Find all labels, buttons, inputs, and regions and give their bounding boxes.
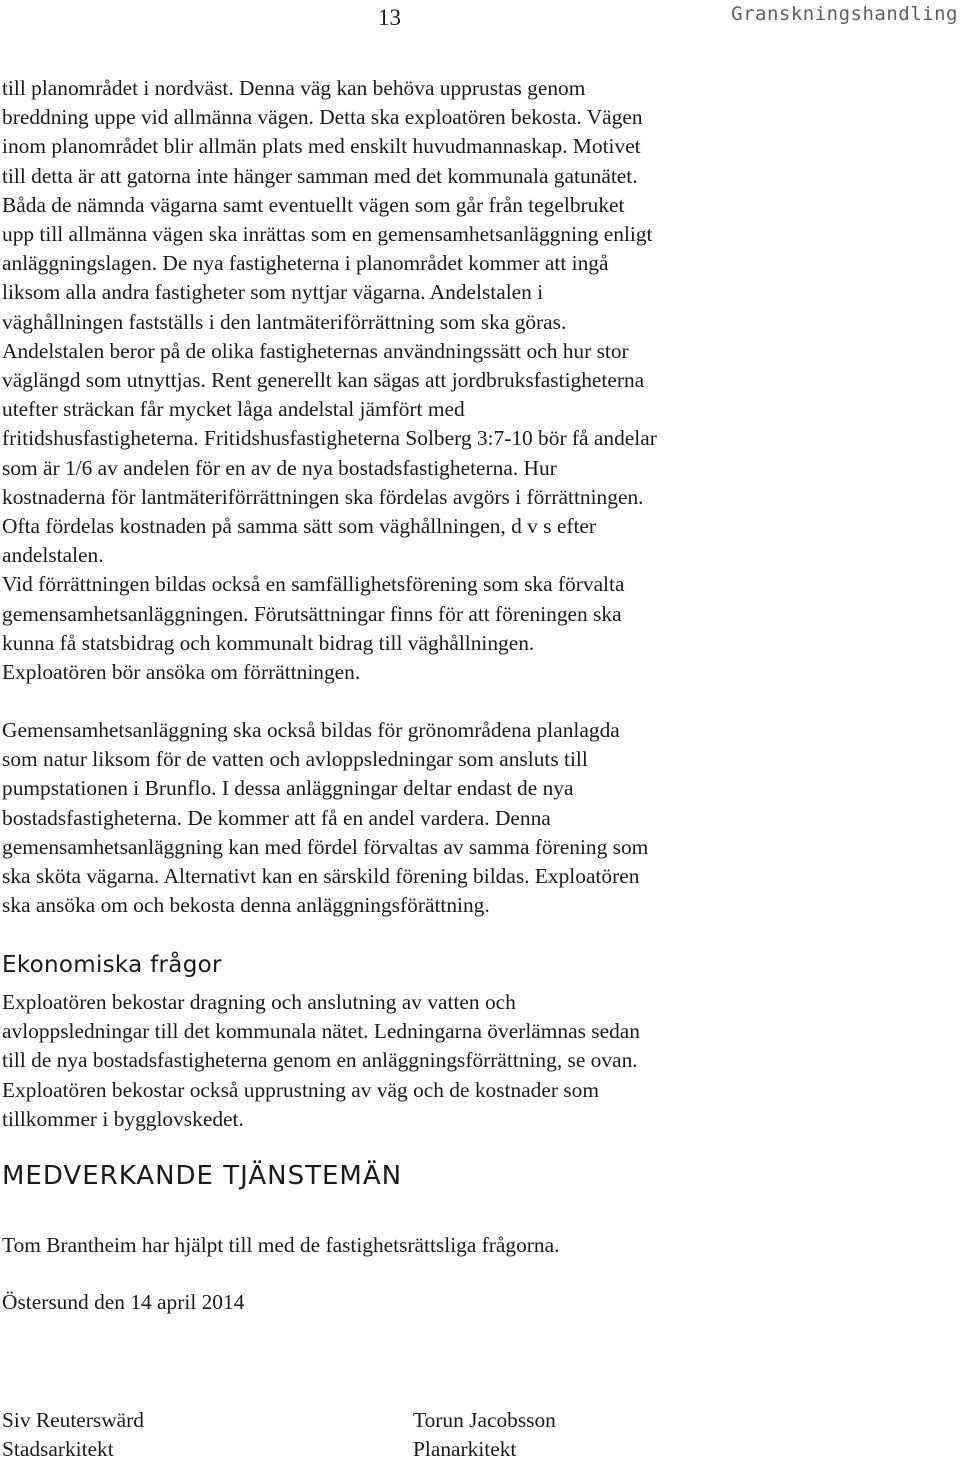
place-and-date: Östersund den 14 april 2014 bbox=[2, 1290, 245, 1314]
document-status: Granskningshandling bbox=[731, 3, 958, 25]
heading-participating-officials: MEDVERKANDE TJÄNSTEMÄN bbox=[2, 1161, 403, 1191]
paragraph-economic: Exploatören bekostar dragning och anslutning av vatten och avloppsledningar till det kommunala nätet. Ledningarna överlämnas sedan till de nya bostadsfastigheterna genom en anläggningsförrättning, se ovan. Exploatören bekostar också upprustning av väg och de kostnader som tillkommer i bygglovskedet. bbox=[2, 990, 640, 1131]
signature-left bbox=[2, 1406, 144, 1464]
paragraph-common-facility: Gemensamhetsanläggning ska också bildas för grönområdena planlagda som natur liksom för de vatten och avloppsledningar som ansluts till pumpstationen i Brunflo. I dessa anläggningar deltar endast de nya bostadsfastigheterna. De kommer att få en andel vardera. Denna gemensamhetsanläggning kan med fördel förvaltas av samma förening som ska sköta vägarna. Alternativt kan en särskild förening bildas. Exploatören ska ansöka om och bekosta denna anläggningsförättning. bbox=[2, 718, 649, 918]
page-number: 13 bbox=[378, 5, 401, 30]
paragraph-participants: Tom Brantheim har hjälpt till med de fastighetsrättsliga frågorna. bbox=[2, 1233, 560, 1257]
signature-role: Stadsarkitekt bbox=[2, 1437, 114, 1462]
paragraph-road-maintenance: till planområdet i nordväst. Denna väg kan behöva upprustas genom breddning uppe vid allmänna vägen. Detta ska exploatören bekosta. Vägen inom planområdet blir allmän plats med enskilt huvudmannaskap. Motivet till detta är att gatorna inte hänger samman med det kommunala gatunätet. Båda de nämnda vägarna samt eventuellt vägen som går från tegelbruket upp till allmänna vägen ska inrättas som en gemensamhetsanläggning enligt anläggningslagen. De nya fastigheterna i planområdet kommer att ingå liksom alla andra fastigheter som nyttjar vägarna. Andelstalen i väghållningen fastställs i den lantmäteriförrättning som ska göras. Andelstalen beror på de olika fastigheternas användningssätt och hur stor väglängd som utnyttjas. Rent generellt kan sägas att jordbruksfastigheterna utefter sträckan får mycket låga andelstal jämfört med fritidshusfastigheterna. Fritidshusfastigheterna Solberg 3:7-10 bör få andelar som är 1/6 av andelen för en av de nya bostadsfastigheterna. Hur kostnaderna för lantmäteriförrättningen ska fördelas avgörs i förrättningen. Ofta fördelas kostnaden på samma sätt som väghållningen, d v s efter andelstalen. Vid förrättningen bildas också en samfällighetsförening som ska förvalta gemensamhetsanläggningen. Förutsättningar finns för att föreningen ska kunna få statsbidrag och kommunalt bidrag till väghållningen. Exploatören bör ansöka om förrättningen. bbox=[2, 76, 657, 685]
heading-economic-questions: Ekonomiska frågor bbox=[2, 952, 222, 978]
signature-right bbox=[413, 1406, 556, 1464]
signature-role: Planarkitekt bbox=[413, 1437, 517, 1462]
signature-name: Siv Reuterswärd bbox=[2, 1408, 144, 1432]
signature-name: Torun Jacobsson bbox=[413, 1408, 556, 1432]
